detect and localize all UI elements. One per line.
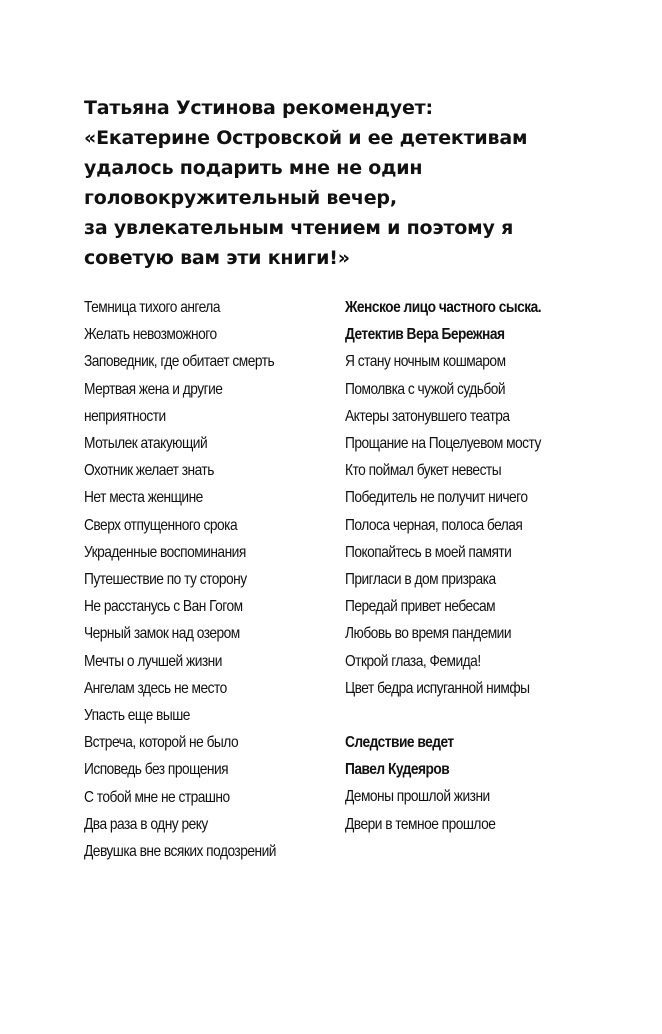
quote-line: Татьяна Устинова рекомендует:	[84, 97, 433, 119]
book-title: Девушка вне всяких подозрений	[84, 843, 276, 861]
series-title: Следствие ведет	[345, 734, 454, 752]
book-title: Украденные воспоминания	[84, 543, 246, 561]
quote-line: за увлекательным чтением и поэтому я	[84, 217, 514, 239]
series-vera-berezhnaya	[345, 294, 594, 702]
book-title: Демоны прошлой жизни	[345, 788, 490, 806]
series-title: Детектив Вера Бережная	[345, 326, 505, 344]
book-title: Любовь во время пандемии	[345, 625, 512, 643]
book-title: Черный замок над озером	[84, 625, 240, 643]
book-title: Мертвая жена и другие	[84, 380, 223, 398]
book-title: Пригласи в дом призрака	[345, 571, 496, 589]
book-title: Передай привет небесам	[345, 598, 496, 616]
book-title: Мечты о лучшей жизни	[84, 652, 222, 670]
book-title: Исповедь без прощения	[84, 761, 229, 779]
book-title: Актеры затонувшего театра	[345, 407, 510, 425]
book-title: Охотник желает знать	[84, 462, 214, 480]
book-title: Упасть еще выше	[84, 707, 190, 725]
book-title: Не расстанусь с Ван Гогом	[84, 598, 243, 616]
book-title: Нет места женщине	[84, 489, 203, 507]
book-title: Ангелам здесь не место	[84, 679, 227, 697]
book-title: Встреча, которой не было	[84, 734, 239, 752]
book-title: Заповедник, где обитает смерть	[84, 353, 275, 371]
book-title: Мотылек атакующий	[84, 435, 208, 453]
series-title: Женское лицо частного сыска.	[345, 299, 542, 316]
recommendation-quote	[84, 93, 644, 273]
series-title: Павел Кудеяров	[345, 761, 450, 779]
book-title: Желать невозможного	[84, 326, 217, 344]
book-title: Полоса черная, полоса белая	[345, 516, 523, 534]
series-pavel-kudeyarov	[345, 729, 594, 838]
right-book-list	[345, 294, 594, 838]
book-title: Прощание на Поцелуевом мосту	[345, 435, 541, 453]
quote-line: головокружительный вечер,	[84, 187, 397, 209]
book-title: Цвет бедра испуганной нимфы	[345, 679, 530, 697]
book-title: Помолвка с чужой судьбой	[345, 380, 506, 398]
book-title: С тобой мне не страшно	[84, 788, 230, 806]
quote-line: удалось подарить мне не один	[84, 157, 423, 179]
book-title: Темница тихого ангела	[84, 299, 220, 316]
book-title: Кто поймал букет невесты	[345, 462, 502, 480]
quote-line: «Екатерине Островской и ее детективам	[84, 127, 528, 149]
book-title: Я стану ночным кошмаром	[345, 353, 506, 371]
left-book-list	[84, 294, 333, 865]
quote-line: советую вам эти книги!»	[84, 247, 350, 269]
book-title: Победитель не получит ничего	[345, 489, 528, 507]
book-title: Покопайтесь в моей памяти	[345, 543, 512, 561]
book-title: Сверх отпущенного срока	[84, 516, 238, 534]
book-title: Путешествие по ту сторону	[84, 571, 247, 589]
book-title: Открой глаза, Фемида!	[345, 652, 481, 670]
book-title: неприятности	[84, 407, 166, 425]
book-title: Два раза в одну реку	[84, 815, 208, 833]
book-title: Двери в темное прошлое	[345, 815, 496, 833]
